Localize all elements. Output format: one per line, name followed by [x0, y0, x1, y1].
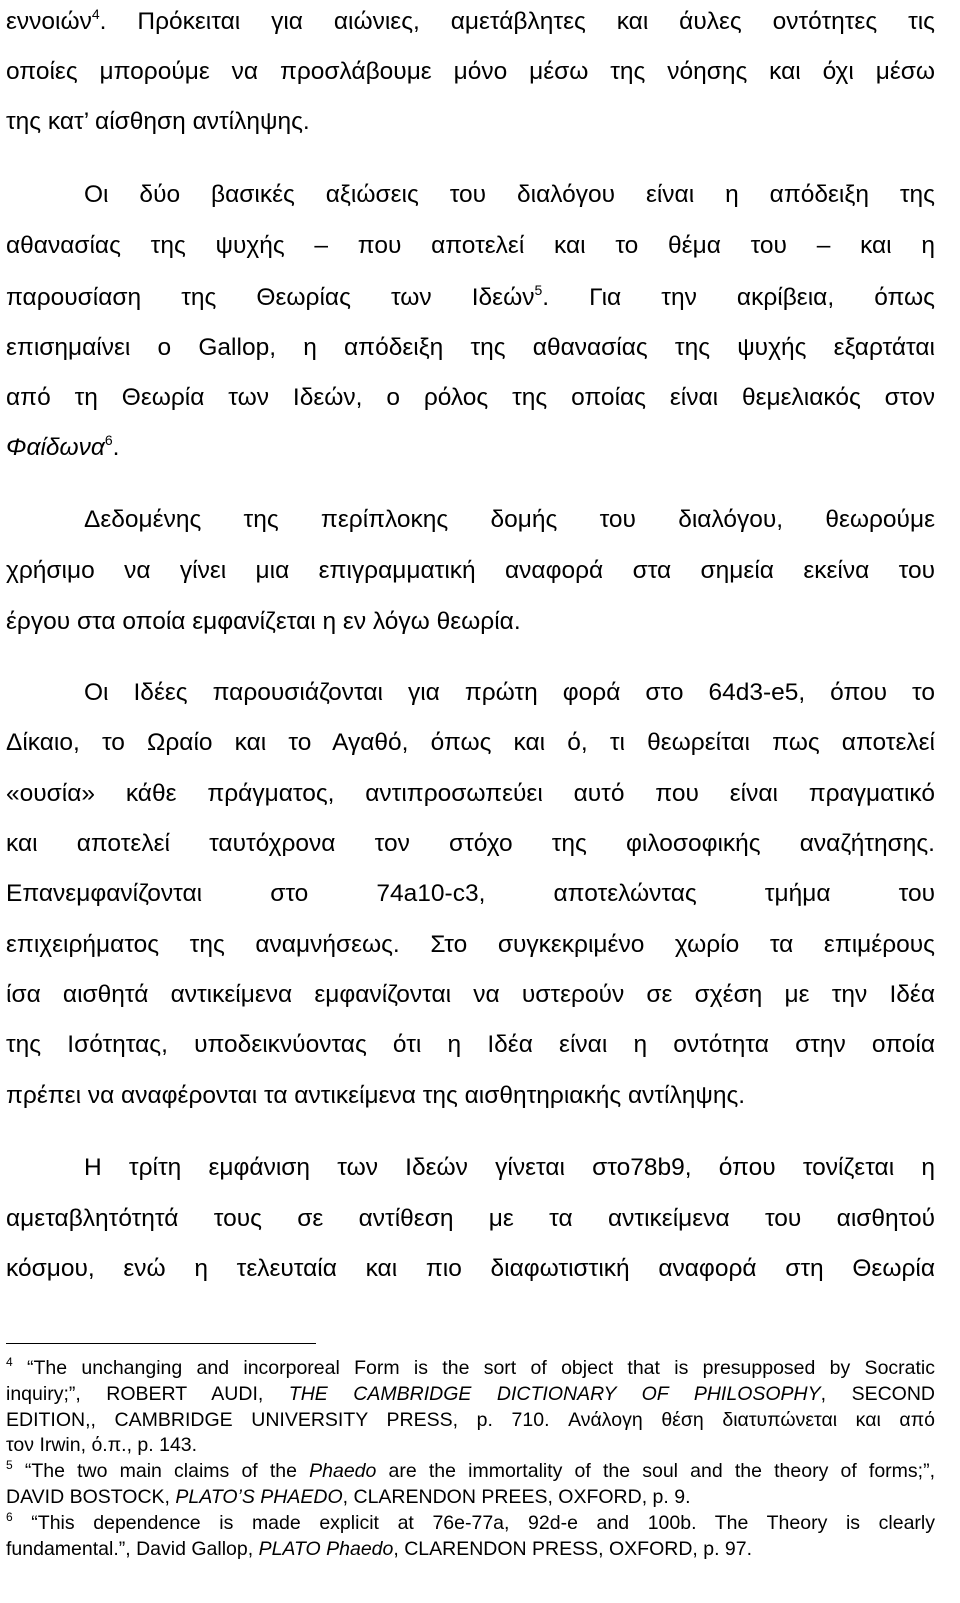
title-italic: PLATO’S PHAEDO — [175, 1485, 343, 1508]
footnote-4-line — [6, 1382, 935, 1408]
footnote-6-line — [6, 1537, 935, 1563]
footnote-separator — [6, 1343, 316, 1344]
text-run: DAVID BOSTOCK, — [6, 1485, 176, 1508]
title-italic: Φαίδωνα — [6, 434, 105, 461]
paragraph-line: χρήσιμο να γίνει μια επιγραμματική αναφορά στα σημεία εκείνα του — [6, 557, 935, 584]
footnote-5-line — [6, 1459, 935, 1485]
paragraph-line: κόσμου, ενώ η τελευταία και πιο διαφωτιστική αναφορά στη Θεωρία — [6, 1255, 935, 1282]
text-run: “The two main claims of the — [12, 1460, 310, 1483]
paragraph-line: της Ισότητας, υποδεικνύοντας ότι η Ιδέα είναι η οντότητα στην οποία — [6, 1031, 935, 1058]
paragraph-line: Επανεμφανίζονται στο 74a10-c3, αποτελώντας τμήμα του — [6, 880, 935, 907]
text-run: “The unchanging and incorporeal Form is the sort of object that is presupposed by Socratic — [12, 1357, 935, 1379]
footnote-5-line — [6, 1485, 935, 1511]
title-italic: PLATO Phaedo — [258, 1537, 394, 1560]
paragraph-line: Οι Ιδέες παρουσιάζονται για πρώτη φορά στο 64d3-e5, όπου το — [84, 679, 935, 706]
footnote-6-line — [6, 1511, 935, 1537]
title-italic: THE CAMBRIDGE DICTIONARY OF PHILOSOPHY — [288, 1382, 821, 1405]
footnote-ref-4[interactable]: 4 — [91, 6, 100, 22]
paragraph-line — [6, 0, 935, 47]
text-run: fundamental.”, David Gallop, — [6, 1537, 259, 1560]
footnotes — [6, 1356, 935, 1562]
paragraph-line: ίσα αισθητά αντικείμενα εμφανίζονται να υστερούν σε σχέση με την Ιδέα — [6, 981, 935, 1008]
text-run: “This dependence is made explicit at 76e-77a, 92d-e and 100b. The Theory is clearly — [12, 1511, 935, 1534]
text-run: παρουσίαση της Θεωρίας των Ιδεών — [6, 284, 535, 311]
text-run: . — [112, 434, 120, 461]
paragraph-line: της κατ’ αίσθηση αντίληψης. — [6, 108, 310, 135]
paragraph-line: αθανασίας της ψυχής – που αποτελεί και το θέμα του – και η — [6, 232, 935, 259]
footnote-ref-5[interactable]: 5 — [534, 282, 543, 298]
footnote-number-6: 6 — [6, 1509, 13, 1524]
text-run: , CLARENDON PRESS, OXFORD, p. 97. — [393, 1537, 753, 1560]
paragraph-line: αμεταβλητότητά τους σε αντίθεση με τα αντικείμενα του αισθητού — [6, 1205, 935, 1232]
text-run: , CLARENDON PREES, OXFORD, p. 9. — [342, 1485, 691, 1508]
paragraph-line: πρέπει να αναφέρονται τα αντικείμενα της αισθητηριακής αντίληψης. — [6, 1082, 746, 1109]
paragraph-line: Η τρίτη εμφάνιση των Ιδεών γίνεται στο78b9, όπου τονίζεται η — [84, 1154, 935, 1181]
paragraph-line: επισημαίνει ο Gallop, η απόδειξη της αθανασίας της ψυχής εξαρτάται — [6, 334, 935, 361]
paragraph-line: από τη Θεωρία των Ιδεών, ο ρόλος της οποίας είναι θεμελιακός στον — [6, 384, 935, 411]
text-run: are the immortality of the soul and the theory of forms;”, — [376, 1460, 935, 1483]
paragraph-line: Δεδομένης της περίπλοκης δομής του διαλόγου, θεωρούμε — [84, 506, 935, 533]
footnote-4-line: EDITION,, CAMBRIDGE UNIVERSITY PRESS, p. 710. Ανάλογη θέση διατυπώνεται και από — [6, 1408, 935, 1431]
text-run: . Για την ακρίβεια, όπως — [542, 284, 935, 311]
paragraph-line — [6, 273, 935, 323]
paragraph-line: έργου στα οποία εμφανίζεται η εν λόγω θεωρία. — [6, 608, 521, 635]
footnote-number-5: 5 — [6, 1458, 13, 1473]
footnote-4-line — [6, 1356, 935, 1382]
paragraph-line: επιχειρήματος της αναμνήσεως. Στο συγκεκριμένο χωρίο τα επιμέρους — [6, 931, 935, 958]
title-italic: Phaedo — [309, 1460, 377, 1483]
text-run: inquiry;”, ROBERT AUDI, — [6, 1382, 289, 1405]
text-run: εννοιών — [6, 8, 92, 35]
text-run: , SECOND — [820, 1382, 935, 1405]
paragraph-line: Οι δύο βασικές αξιώσεις του διαλόγου είναι η απόδειξη της — [84, 181, 935, 208]
paragraph-line: οποίες μπορούμε να προσλάβουμε μόνο μέσω της νόησης και όχι μέσω — [6, 58, 935, 85]
paragraph-line: Δίκαιο, το Ωραίο και το Αγαθό, όπως και ό, τι θεωρείται πως αποτελεί — [6, 729, 935, 756]
paragraph-line — [6, 423, 935, 473]
text-run: . Πρόκειται για αιώνιες, αμετάβλητες και άυλες οντότητες τις — [99, 8, 935, 35]
footnote-number-4: 4 — [6, 1355, 13, 1369]
paragraph-line: «ουσία» κάθε πράγματος, αντιπροσωπεύει αυτό που είναι πραγματικό — [6, 780, 935, 807]
footnote-ref-6[interactable]: 6 — [104, 432, 113, 448]
footnote-4-line: τον Irwin, ό.π., p. 143. — [6, 1434, 198, 1457]
paragraph-line: και αποτελεί ταυτόχρονα τον στόχο της φιλοσοφικής αναζήτησης. — [6, 830, 935, 857]
